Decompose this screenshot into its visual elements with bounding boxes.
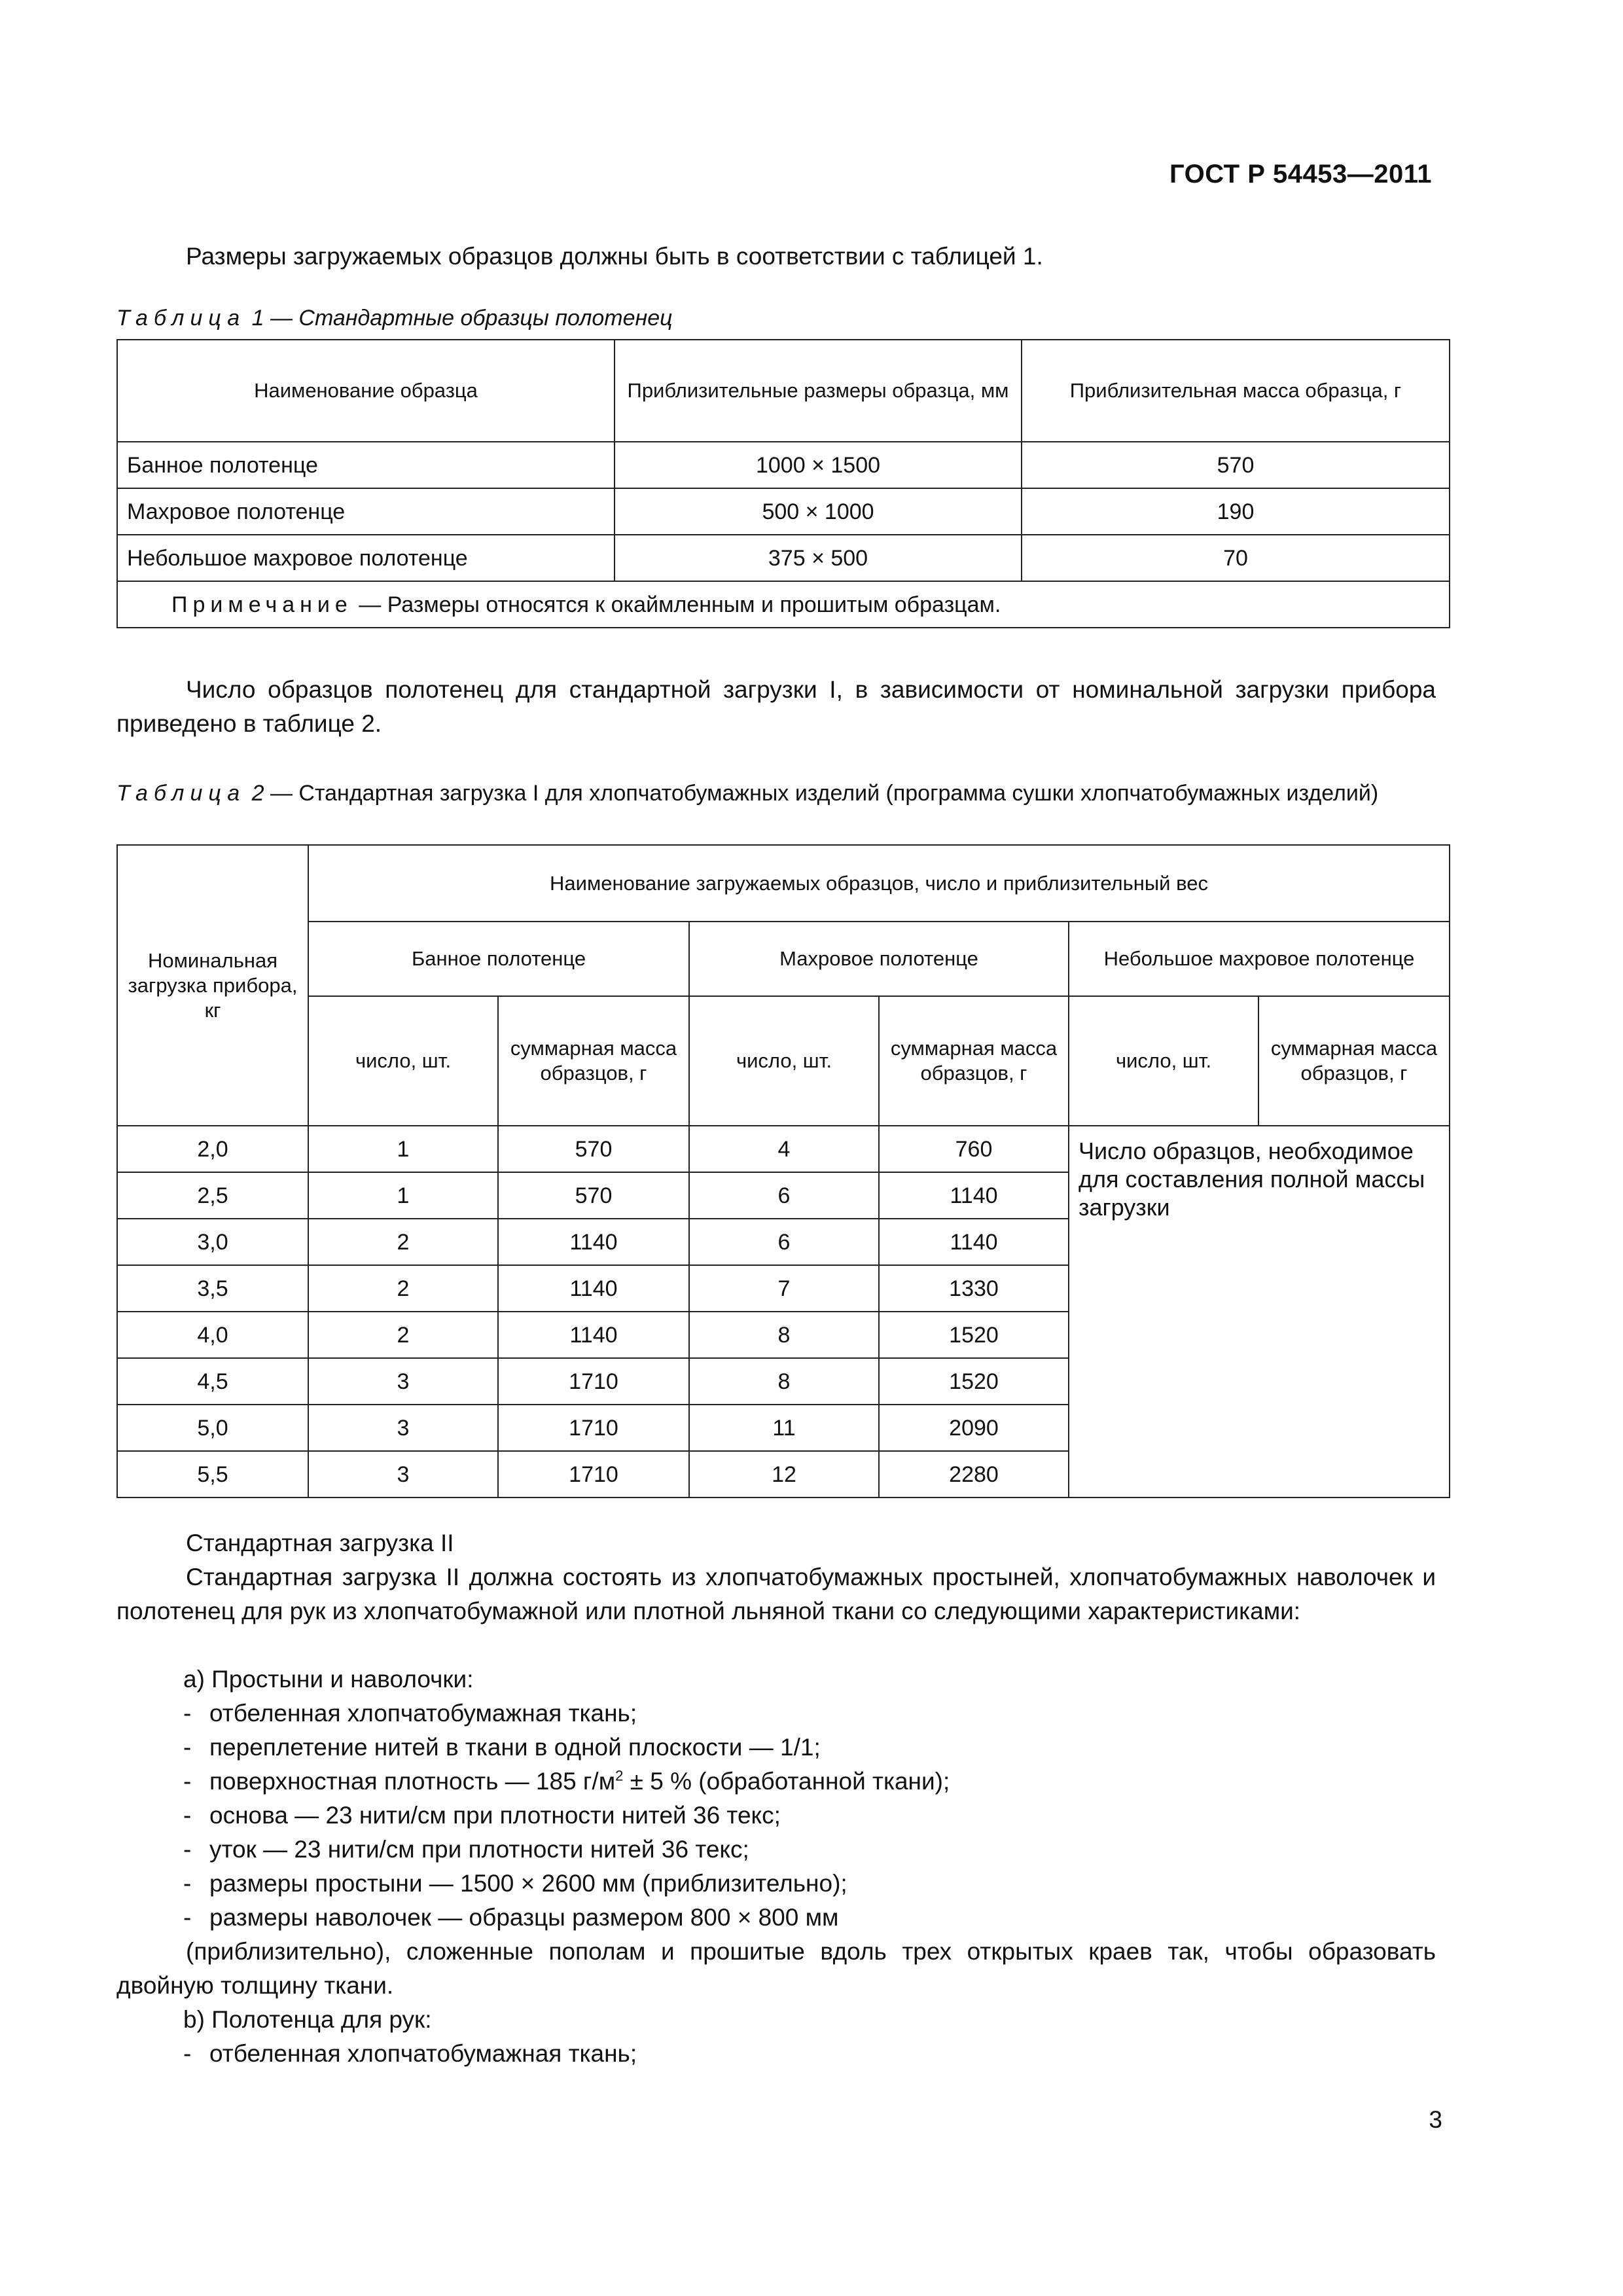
table2-header-group: Наименование загружаемых образцов, число и приблизительный вес <box>308 845 1450 922</box>
table2-cell: 8 <box>689 1358 879 1405</box>
table2-sub-mass: суммарная масса образцов, г <box>498 996 689 1126</box>
list-item: - основа — 23 нити/см при плотности нитей 36 текс; <box>183 1802 781 1829</box>
table2-cell: 1520 <box>879 1312 1069 1358</box>
table2-cell: 2 <box>308 1312 498 1358</box>
table2-header-row2 <box>117 922 1450 996</box>
table2-cell: 3 <box>308 1405 498 1451</box>
table1-cell: Махровое полотенце <box>117 488 615 535</box>
table2-cell: 1710 <box>498 1358 689 1405</box>
intro-paragraph: Размеры загружаемых образцов должны быть в соответствии с таблицей 1. <box>186 243 1043 270</box>
table2-group-small-terry: Небольшое махровое полотенце <box>1069 922 1450 996</box>
list-item: - отбеленная хлопчатобумажная ткань; <box>183 1700 637 1727</box>
table2-cell: 570 <box>498 1126 689 1172</box>
table2-intro-paragraph: Число образцов полотенец для стандартной загрузки I, в зависимости от номинальной загрузки прибора приведено в таблице 2. <box>116 676 1436 737</box>
list-item: - поверхностная плотность — 185 $г/м^2 \pm 5$ % (обработанной ткани); <box>183 1767 950 1795</box>
list-block <box>183 1662 950 1935</box>
table2-cell: 1520 <box>879 1358 1069 1405</box>
table1-cell: 70 <box>1022 535 1450 581</box>
table2-header-load: Номинальная загрузка прибора, кг <box>117 845 308 1126</box>
table2-sub-count: число, шт. <box>689 996 879 1126</box>
table-row <box>117 1126 1450 1172</box>
table1-cell: 570 <box>1022 442 1450 488</box>
table2-sub-mass: суммарная масса образцов, г <box>1258 996 1450 1126</box>
table1-header-size: Приблизительные размеры образца, мм <box>615 340 1022 442</box>
table2-caption-word: Таблица <box>116 781 246 806</box>
continuation-paragraph: (приблизительно), сложенные пополам и прошитые вдоль трех открытых краев так, чтобы образовать двойную толщину ткани. <box>116 1938 1436 1999</box>
table2-sub-mass: суммарная масса образцов, г <box>879 996 1069 1126</box>
list-item: - отбеленная хлопчатобумажная ткань; <box>183 2040 637 2067</box>
table2-merged-note: Число образцов, необходимое для составления полной массы загрузки <box>1069 1126 1450 1498</box>
table1-caption-title: — Стандартные образцы полотенец <box>264 306 673 331</box>
document-code: ГОСТ Р 54453—2011 <box>1169 160 1432 188</box>
table2-cell: 7 <box>689 1265 879 1312</box>
table2-cell: 1140 <box>498 1265 689 1312</box>
table1-cell: 190 <box>1022 488 1450 535</box>
table1-header-name: Наименование образца <box>117 340 615 442</box>
table2-group-bath: Банное полотенце <box>308 922 689 996</box>
page-number: 3 <box>1429 2106 1442 2133</box>
table2-caption-number: 2 <box>251 781 264 806</box>
table-row <box>117 488 1450 535</box>
table1-header-mass: Приблизительная масса образца, г <box>1022 340 1450 442</box>
table1-cell: Небольшое махровое полотенце <box>117 535 615 581</box>
table2-header-row1 <box>117 845 1450 922</box>
table2-cell: 2280 <box>879 1451 1069 1498</box>
table2-cell: 1140 <box>879 1219 1069 1265</box>
table1-note-word: Примечание <box>171 592 353 617</box>
list-item: - переплетение нитей в ткани в одной плоскости — 1/1; <box>183 1734 821 1761</box>
table2-header-row3 <box>117 996 1450 1126</box>
table1-cell: 375 × 500 <box>615 535 1022 581</box>
table1-cell: Банное полотенце <box>117 442 615 488</box>
list-item: - размеры наволочек — образцы размером 800 × 800 мм <box>183 1904 839 1931</box>
table1-note <box>117 581 1450 628</box>
list-block-b <box>183 2003 637 2071</box>
section-body: Стандартная загрузка II должна состоять из хлопчатобумажных простыней, хлопчатобумажных наволочек и полотенец для рук из хлопчатобумажной или плотной льняной ткани со следующими характеристиками: <box>116 1564 1436 1624</box>
table-row <box>117 442 1450 488</box>
table2-cell: 1710 <box>498 1451 689 1498</box>
table2-cell: 2090 <box>879 1405 1069 1451</box>
table2-cell: 2 <box>308 1265 498 1312</box>
table2-cell: 1 <box>308 1172 498 1219</box>
table2-cell: 2 <box>308 1219 498 1265</box>
table2-cell: 6 <box>689 1219 879 1265</box>
table2-cell: 12 <box>689 1451 879 1498</box>
table1-caption-word: Таблица <box>116 306 246 331</box>
table2-sub-count: число, шт. <box>1069 996 1258 1126</box>
table2-cell: 11 <box>689 1405 879 1451</box>
list-item-a: а) Простыни и наволочки: <box>183 1666 474 1693</box>
table1-note-text: — Размеры относятся к окаймленным и прошитым образцам. <box>352 592 1001 617</box>
table1-note-row <box>117 581 1450 628</box>
table2-cell: 3 <box>308 1451 498 1498</box>
table2-group-terry: Махровое полотенце <box>689 922 1069 996</box>
table2 <box>116 844 1450 1498</box>
table2-cell: 4 <box>689 1126 879 1172</box>
list-item-b: b) Полотенца для рук: <box>183 2006 432 2033</box>
table2-cell: 4,5 <box>117 1358 308 1405</box>
table1-cell: 1000 × 1500 <box>615 442 1022 488</box>
table2-cell: 1140 <box>498 1312 689 1358</box>
table2-cell: 1 <box>308 1126 498 1172</box>
table2-cell: 1330 <box>879 1265 1069 1312</box>
table2-cell: 1140 <box>498 1219 689 1265</box>
list-item: - размеры простыни — 1500 × 2600 мм (приблизительно); <box>183 1870 847 1897</box>
table2-cell: 5,5 <box>117 1451 308 1498</box>
table2-cell: 1140 <box>879 1172 1069 1219</box>
table1 <box>116 339 1450 628</box>
section-heading: Стандартная загрузка II <box>186 1530 454 1556</box>
table1-caption <box>116 305 1436 331</box>
table2-cell: 2,5 <box>117 1172 308 1219</box>
table1-cell: 500 × 1000 <box>615 488 1022 535</box>
table2-cell: 2,0 <box>117 1126 308 1172</box>
table2-caption-title: — Стандартная загрузка I для хлопчатобумажных изделий (программа сушки хлопчатобумажных изделий) <box>264 781 1379 806</box>
list-item: - уток — 23 нити/см при плотности нитей 36 текс; <box>183 1836 749 1863</box>
table2-caption <box>116 780 1436 806</box>
table1-caption-number: 1 <box>251 306 264 331</box>
table2-cell: 8 <box>689 1312 879 1358</box>
table2-cell: 3,5 <box>117 1265 308 1312</box>
table2-cell: 4,0 <box>117 1312 308 1358</box>
density-superscript: 2 <box>615 1767 624 1784</box>
table2-cell: 3,0 <box>117 1219 308 1265</box>
table2-cell: 570 <box>498 1172 689 1219</box>
table2-sub-count: число, шт. <box>308 996 498 1126</box>
table-row <box>117 535 1450 581</box>
table2-cell: 5,0 <box>117 1405 308 1451</box>
table2-cell: 6 <box>689 1172 879 1219</box>
table2-cell: 3 <box>308 1358 498 1405</box>
table1-header-row <box>117 340 1450 442</box>
table2-cell: 1710 <box>498 1405 689 1451</box>
table2-cell: 760 <box>879 1126 1069 1172</box>
